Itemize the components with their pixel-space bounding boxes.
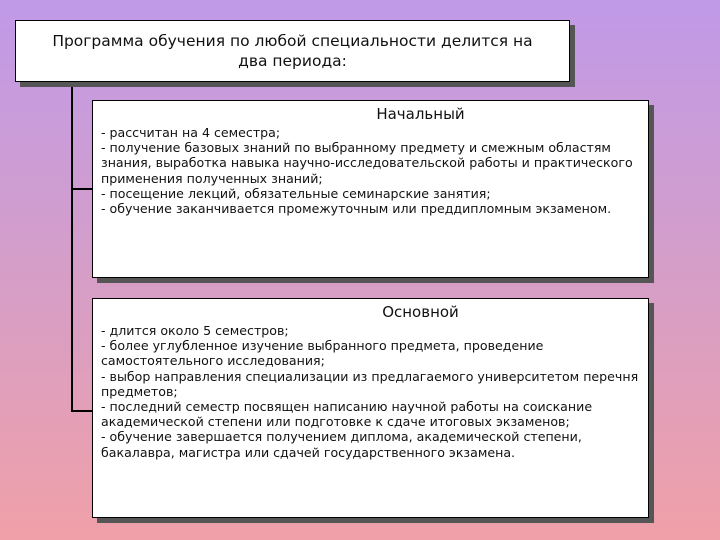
connector-to-main-period	[71, 410, 93, 412]
connector-to-initial-period	[71, 188, 93, 190]
period-body-main: - длится около 5 семестров; - более углубленное изучение выбранного предмета, проведение самостоятельного исследования; - выбор направления специализации из предлагаемого университетом перечня предметов; - последний семестр посвящен написанию научной работы на соискание академической степени или подготовке к сдаче итоговых экзаменов; - обучение завершается получением диплома, академической степени, бакалавра, магистра или сдачей государственного экзамена.	[101, 323, 639, 460]
connector-vertical-line	[71, 82, 73, 412]
period-heading-main: Основной	[382, 303, 459, 321]
period-box-main	[92, 298, 649, 518]
period-body-initial: - рассчитан на 4 семестра; - получение базовых знаний по выбранному предмету и смежным областям знания, выработка навыка научно-исследовательской работы и практического применения полученных знаний; - посещение лекций, обязательные семинарские занятия; - обучение заканчивается промежуточным или преддипломным экзаменом.	[101, 125, 633, 217]
period-box-initial	[92, 100, 649, 278]
diagram-title: Программа обучения по любой специальности делится на два периода:	[52, 32, 533, 70]
period-heading-initial: Начальный	[376, 105, 465, 123]
diagram-title-box	[15, 20, 570, 82]
